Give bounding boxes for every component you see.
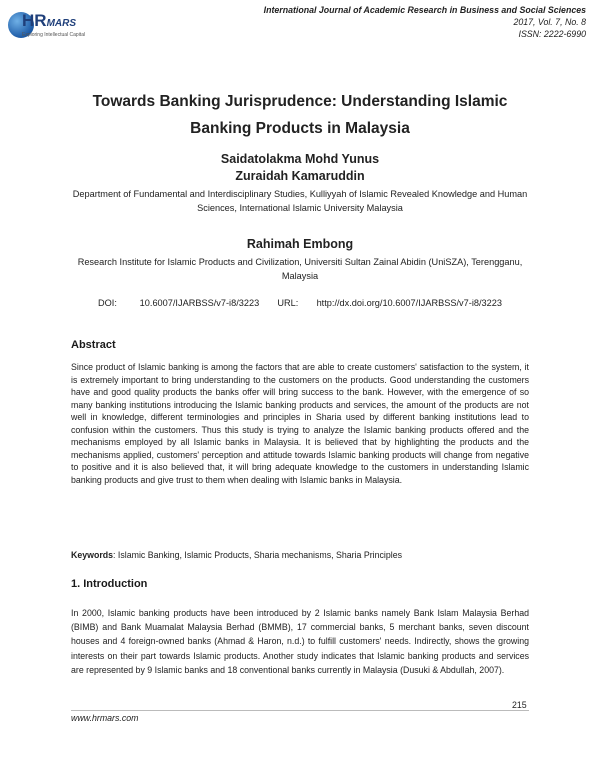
- doi-line: [60, 296, 540, 310]
- journal-title: International Journal of Academic Research in Business and Social Sciences: [263, 5, 586, 15]
- author-affiliation: Department of Fundamental and Interdisciplinary Studies, Kulliyyah of Islamic Revealed Knowledge and Human Sciences, International Islamic University Malaysia: [72, 189, 528, 213]
- keywords-label: Keywords: [71, 550, 114, 560]
- article-title: Towards Banking Jurisprudence: Understanding Islamic Banking Products in Malaysia: [92, 93, 508, 137]
- author-affiliation: Research Institute for Islamic Products and Civilization, Universiti Sultan Zainal Abidin (UniSZA), Terengganu, Malaysia: [77, 257, 523, 281]
- journal-issn: ISSN: 2222-6990: [518, 29, 586, 39]
- footer-website[interactable]: www.hrmars.com: [71, 713, 139, 723]
- author-block-1: [60, 151, 540, 185]
- abstract-text: Since product of Islamic banking is among the factors that are able to create customers' satisfaction to the system, it is extremely important to bring understanding to the customers on the products. Good understanding the customers have and good quality products the banks offer will bring success to the bank. However, with the emergence of so many banking institutions introducing the Islamic banking products and services, the amount of the products are not well in knowledge, different terminologies and principles in Sharia used by different banking institutions lead to confusion within the customers. Thus this study is trying to analyze the Islamic banking products offered and the mechanisms employed by all Islamic banks in Malaysia. It is believed that by highlighting the products and the mechanisms applied, customers' perception and attitude towards Islamic banking products will change from negative to positive and it is also believed that, it will bring adequate knowledge to the customers in understanding Islamic banking products and give trust to them when dealing with Islamic banks in Malaysia.: [71, 362, 529, 485]
- logo-tagline: Exploring Intellectual Capital: [22, 32, 86, 38]
- author-name: Zuraidah Kamaruddin: [235, 169, 365, 183]
- author-name: Rahimah Embong: [246, 237, 354, 251]
- introduction-heading: 1. Introduction: [71, 578, 148, 590]
- hrmars-logo: [8, 8, 108, 42]
- introduction-text: In 2000, Islamic banking products have been introduced by 2 Islamic banks namely Bank Islam Malaysia Berhad (BIMB) and Bank Muamalat Malaysia Berhad (BMMB), 17 commercial banks, 5 merchant banks, seven discount houses and 4 foreign-owned banks (Ahmad & Haron, n.d.) to fulfill customers' needs. Indirectly, shows the growing interests on their part towards Islamic products. Another study indicates that Islamic banking products and services are represented by 9 Islamic banks and 18 conventional banks currently in Malaysia (Dusuki & Abdullah, 2007).: [71, 608, 529, 675]
- keywords-line: [71, 549, 529, 562]
- doi-label: DOI:: [98, 298, 117, 308]
- journal-volume: 2017, Vol. 7, No. 8: [513, 17, 586, 27]
- doi-value[interactable]: 10.6007/IJARBSS/v7-i8/3223: [139, 298, 260, 308]
- footer-divider: [71, 710, 529, 711]
- logo-wordmark: HRMARS: [22, 11, 77, 30]
- url-label: URL:: [277, 298, 299, 308]
- author-name: Saidatolakma Mohd Yunus: [220, 152, 380, 166]
- keywords-text: : Islamic Banking, Islamic Products, Sharia mechanisms, Sharia Principles: [113, 550, 402, 560]
- page-number: 215: [512, 700, 527, 710]
- abstract-heading: Abstract: [71, 339, 116, 351]
- url-link[interactable]: http://dx.doi.org/10.6007/IJARBSS/v7-i8/3223: [316, 298, 502, 308]
- journal-header: [264, 4, 586, 40]
